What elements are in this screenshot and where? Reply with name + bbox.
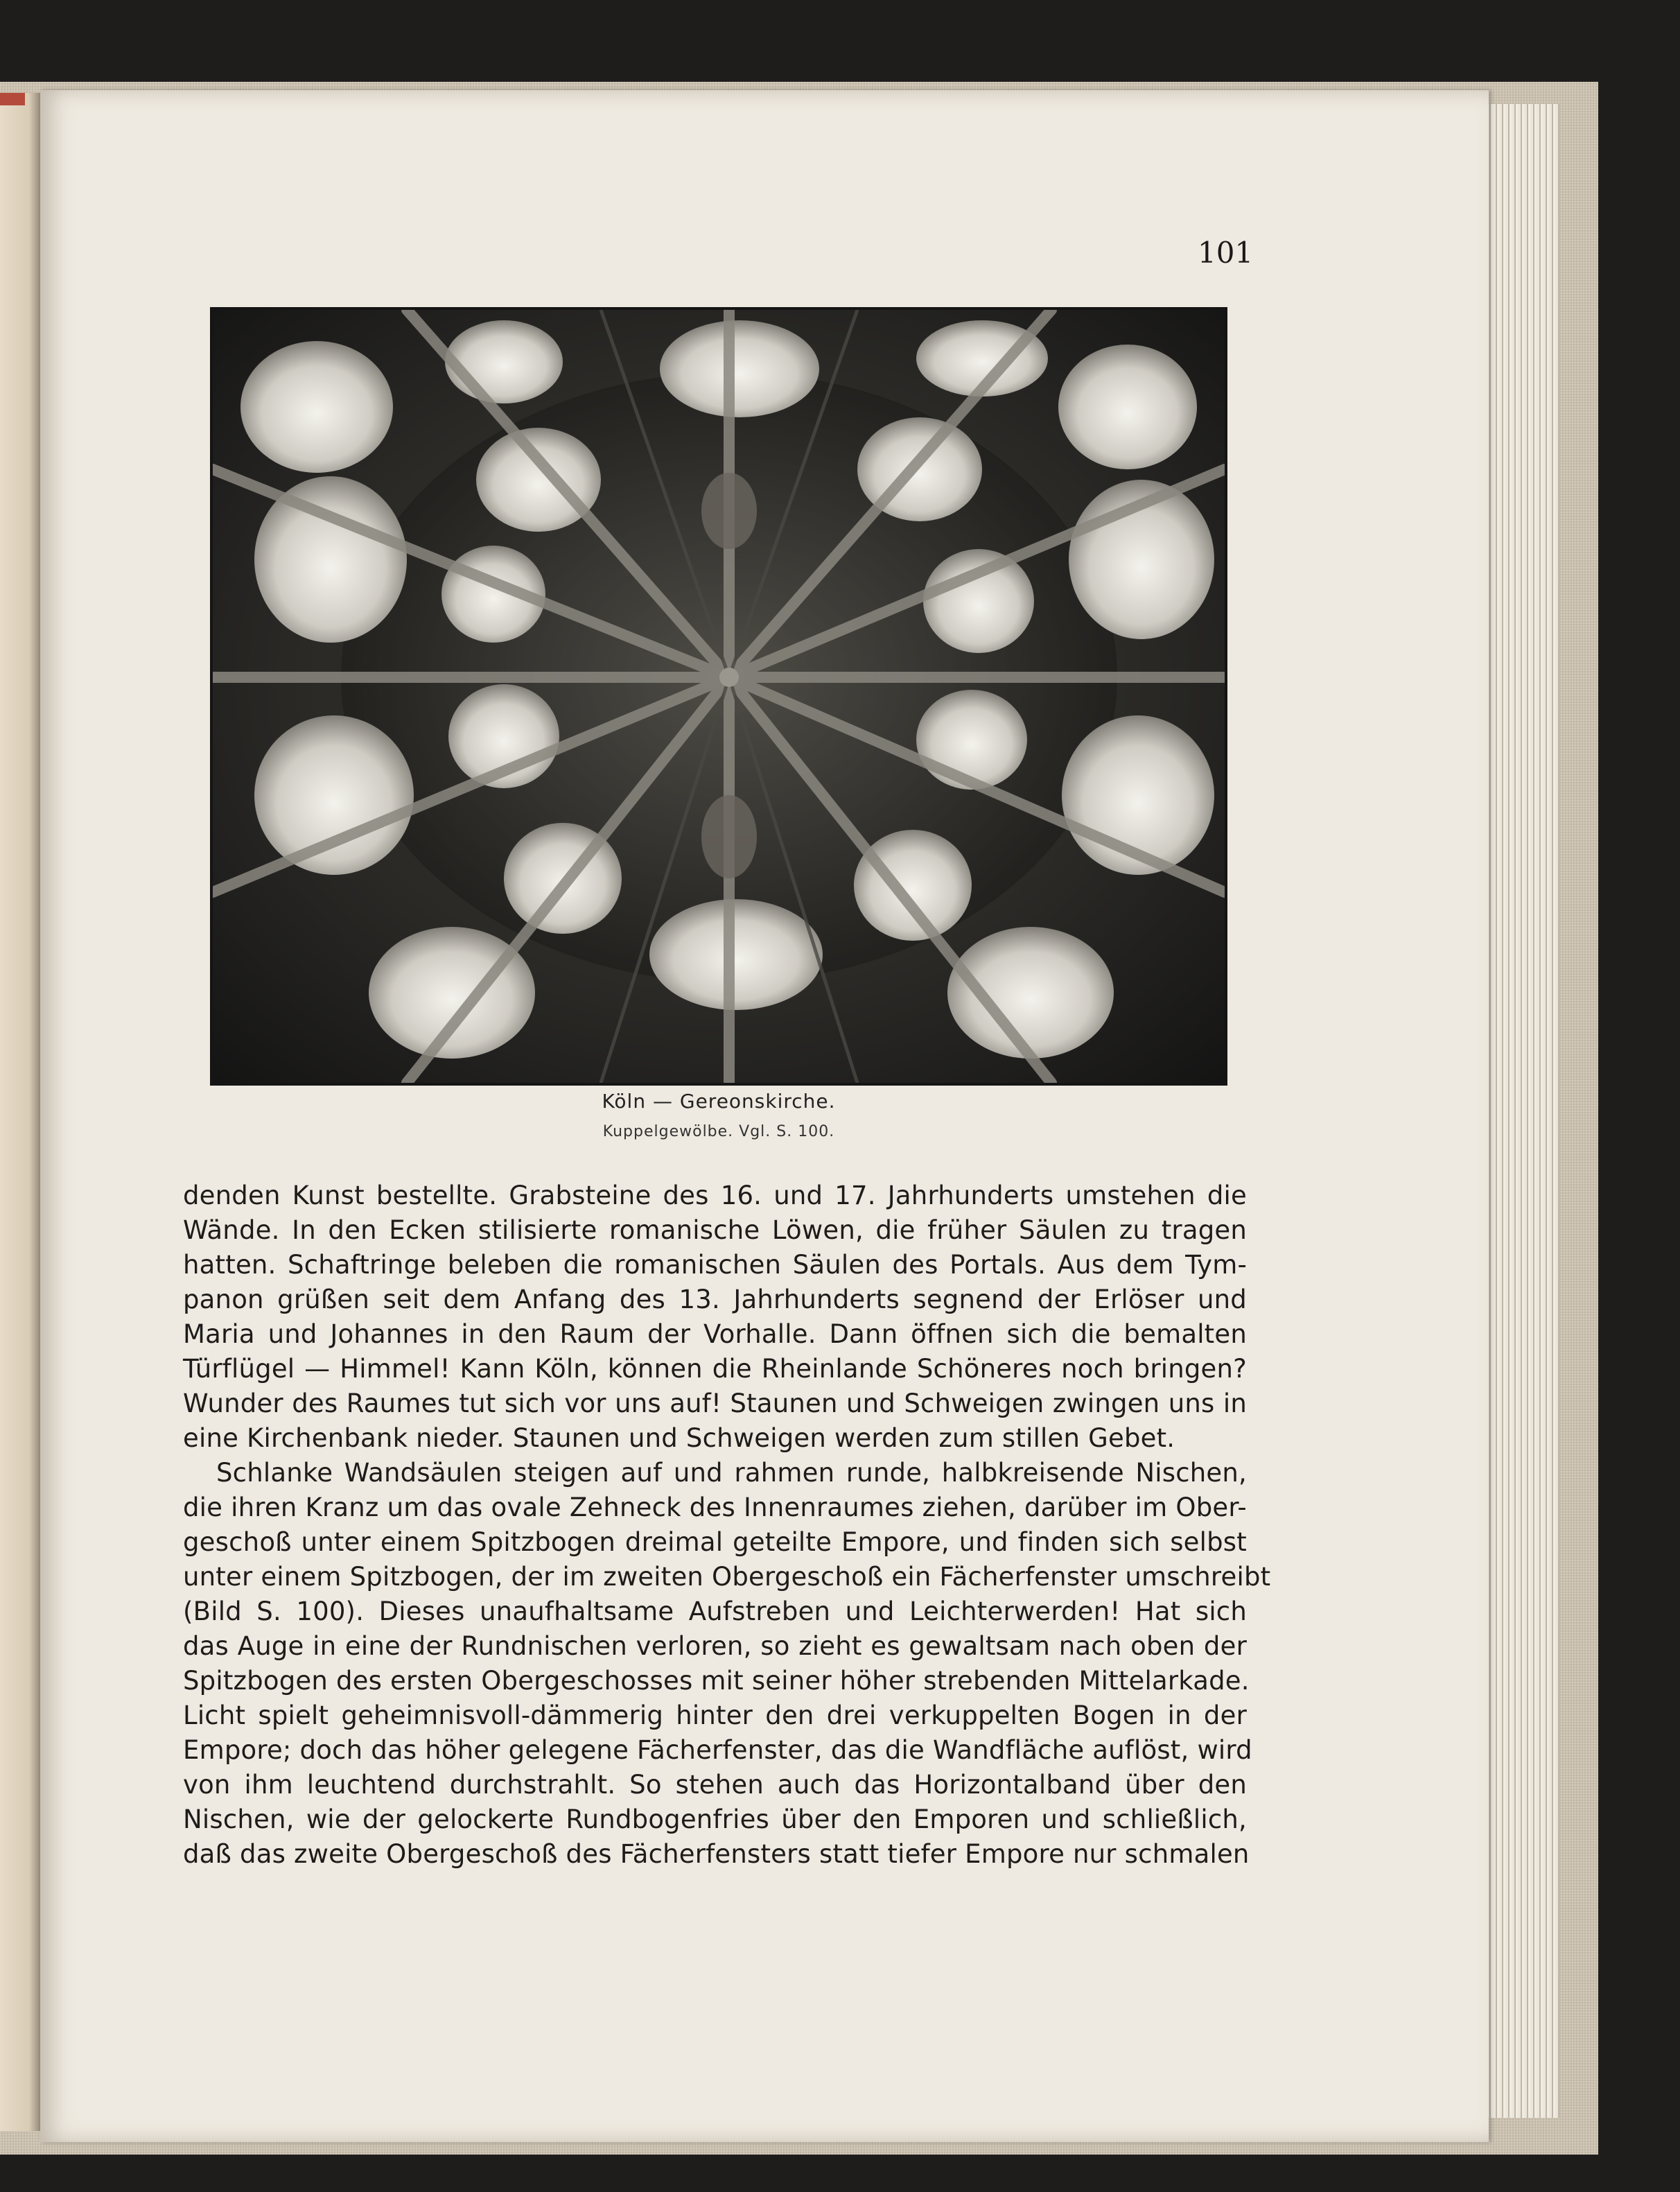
text-line: panon grüßen seit dem Anfang des 13. Jahrhunderts segnend der Erlöser und [183, 1285, 1247, 1314]
body-text [183, 1178, 1271, 1872]
text-line: die ihren Kranz um das ovale Zehneck des Innenraumes ziehen, darüber im Ober- [183, 1493, 1247, 1522]
text-line: eine Kirchenbank nieder. Staunen und Schweigen werden zum stillen Gebet. [183, 1423, 1175, 1453]
text-line: Empore; doch das höher gelegene Fächerfenster, das die Wandfläche auflöst, wird [183, 1735, 1252, 1765]
text-line: daß das zweite Obergeschoß des Fächerfensters statt tiefer Empore nur schmalen [183, 1839, 1250, 1869]
page-number: 101 [1198, 236, 1254, 270]
text-line: Schlanke Wandsäulen steigen auf und rahmen runde, halbkreisende Nischen, [216, 1458, 1247, 1488]
text-line: von ihm leuchtend durchstrahlt. So stehen auch das Horizontalband über den [183, 1770, 1247, 1800]
left-page-red-edge [0, 93, 25, 105]
text-line: (Bild S. 100). Dieses unaufhaltsame Aufstreben und Leichterwerden! Hat sich [183, 1597, 1247, 1626]
text-line: denden Kunst bestellte. Grabsteine des 16. und 17. Jahrhunderts umstehen die [183, 1181, 1247, 1210]
dome-photograph [210, 307, 1227, 1086]
text-line: hatten. Schaftringe beleben die romanischen Säulen des Portals. Aus dem Tym- [183, 1250, 1247, 1280]
text-line: Wände. In den Ecken stilisierte romanische Löwen, die früher Säulen zu tragen [183, 1215, 1247, 1245]
text-line: das Auge in eine der Rundnischen verloren, so zieht es gewaltsam nach oben der [183, 1631, 1247, 1661]
text-line: Licht spielt geheimnisvoll-dämmerig hinter den drei verkuppelten Bogen in der [183, 1700, 1247, 1730]
text-line: unter einem Spitzbogen, der im zweiten Obergeschoß ein Fächerfenster umschreibt [183, 1562, 1271, 1592]
figure-caption-subtitle: Kuppelgewölbe. Vgl. S. 100. [602, 1123, 835, 1140]
text-line: Türflügel — Himmel! Kann Köln, können die Rheinlande Schöneres noch bringen? [183, 1354, 1247, 1384]
figure-caption-title: Köln — Gereonskirche. [602, 1090, 836, 1113]
text-line: Maria und Johannes in den Raum der Vorhalle. Dann öffnen sich die bemalten [183, 1319, 1247, 1349]
text-line: geschoß unter einem Spitzbogen dreimal geteilte Empore, und finden sich selbst [183, 1527, 1247, 1557]
dome-vault-image [213, 310, 1225, 1083]
text-line: Wunder des Raumes tut sich vor uns auf! Staunen und Schweigen zwingen uns in [183, 1389, 1247, 1418]
text-line: Nischen, wie der gelockerte Rundbogenfries über den Emporen und schließlich, [183, 1804, 1247, 1834]
left-page-edge [0, 93, 42, 2131]
text-line: Spitzbogen des ersten Obergeschosses mit seiner höher strebenden Mittelarkade. [183, 1666, 1250, 1696]
